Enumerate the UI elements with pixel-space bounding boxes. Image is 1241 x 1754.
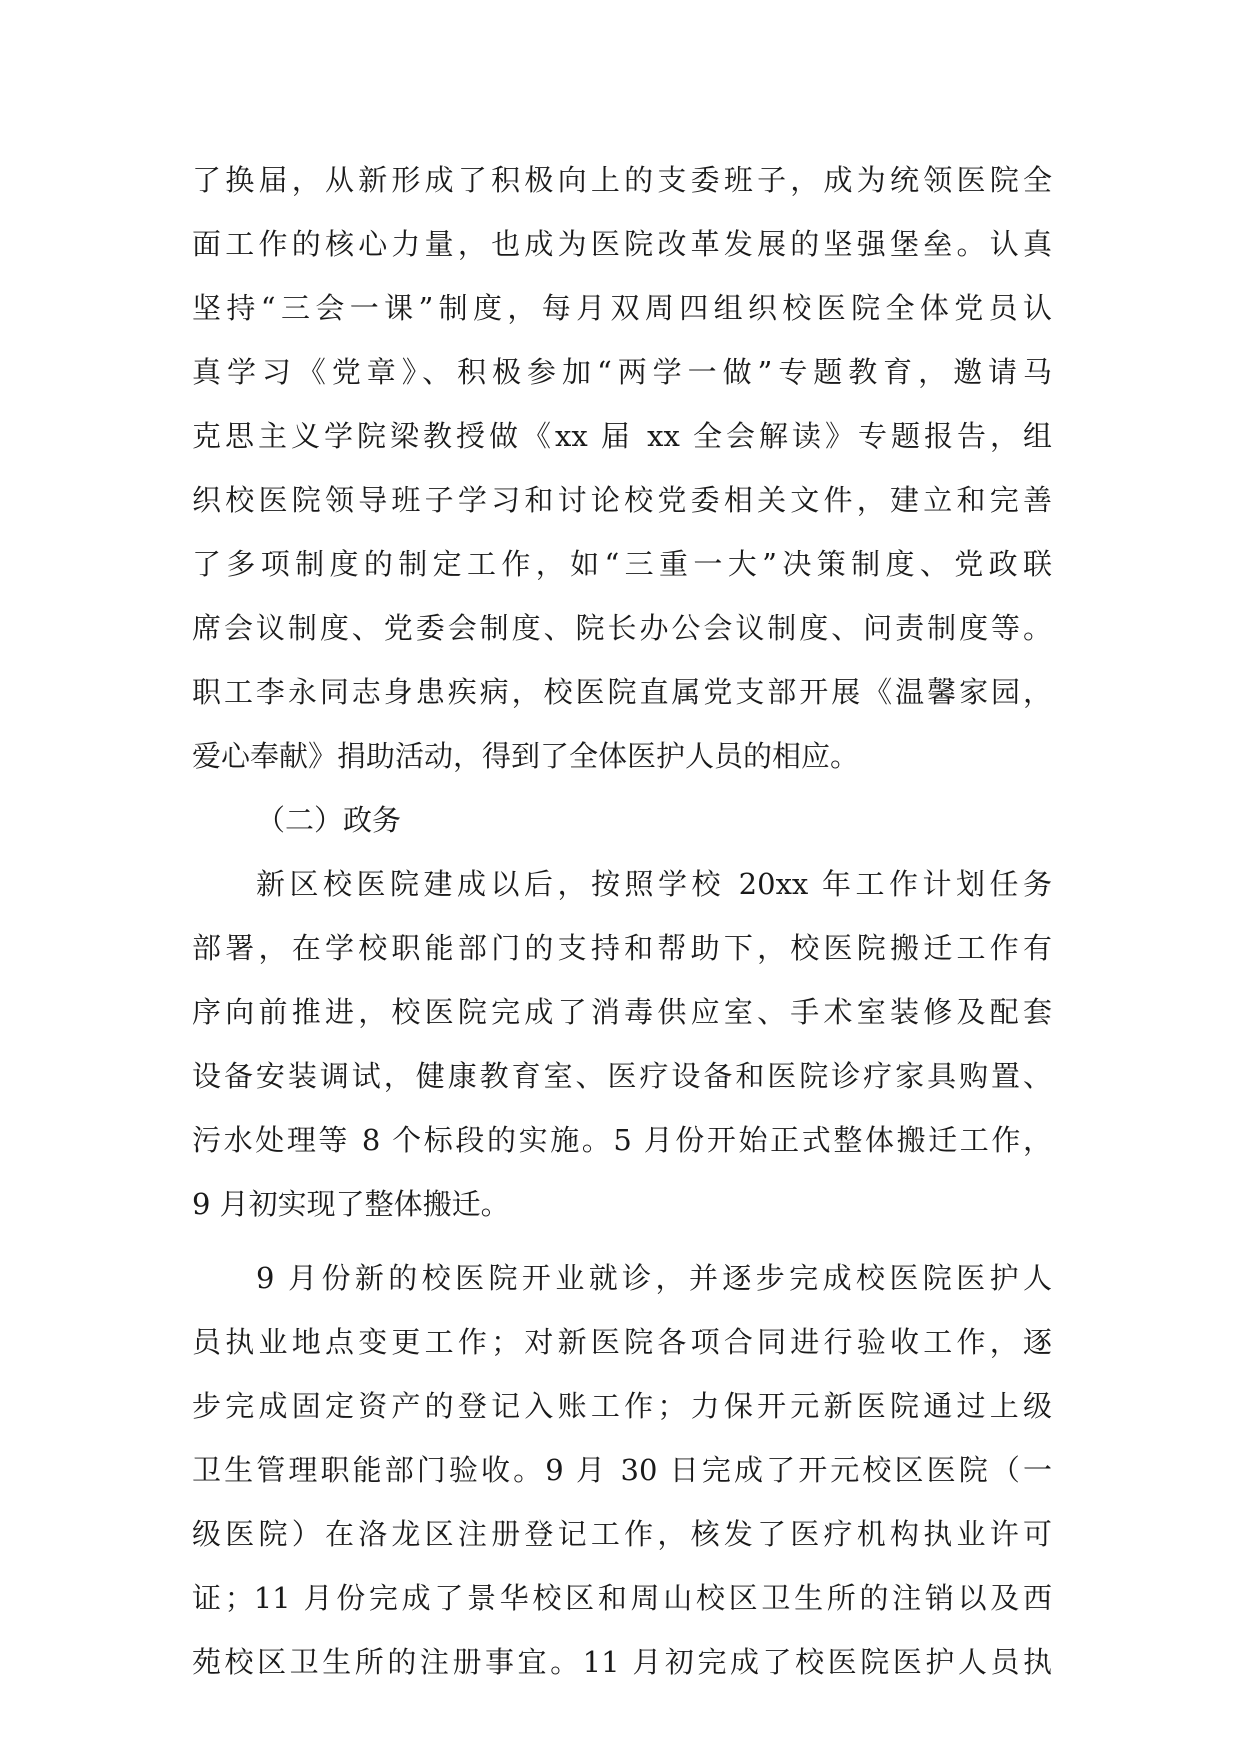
text-line: 真学习《党章》、积极参加“两学一做”专题教育，邀请马 xyxy=(192,355,1052,389)
text-line: 污水处理等 8 个标段的实施。5 月份开始正式整体搬迁工作， xyxy=(192,1123,1052,1157)
text-line: 序向前推进，校医院完成了消毒供应室、手术室装修及配套 xyxy=(192,995,1052,1029)
text-line: 步完成固定资产的登记入账工作；力保开元新医院通过上级 xyxy=(192,1389,1052,1423)
text-line: 爱心奉献》捐助活动，得到了全体医护人员的相应。 xyxy=(192,739,860,773)
text-line: 证；11 月份完成了景华校区和周山校区卫生所的注销以及西 xyxy=(192,1581,1052,1615)
section-heading: （二）政务 xyxy=(256,803,402,837)
text-line: 9 月份新的校医院开业就诊，并逐步完成校医院医护人 xyxy=(256,1261,1052,1295)
text-line: 织校医院领导班子学习和讨论校党委相关文件，建立和完善 xyxy=(192,483,1052,517)
text-line: 了多项制度的制定工作，如“三重一大”决策制度、党政联 xyxy=(192,547,1052,581)
text-line: 卫生管理职能部门验收。9 月 30 日完成了开元校区医院（一 xyxy=(192,1453,1052,1487)
text-line: 9 月初实现了整体搬迁。 xyxy=(192,1187,510,1221)
text-line: 克思主义学院梁教授做《xx 届 xx 全会解读》专题报告，组 xyxy=(192,419,1052,453)
text-line: 坚持“三会一课”制度，每月双周四组织校医院全体党员认 xyxy=(192,291,1052,325)
text-line: 面工作的核心力量，也成为医院改革发展的坚强堡垒。认真 xyxy=(192,227,1052,261)
text-line: 职工李永同志身患疾病，校医院直属党支部开展《温馨家园， xyxy=(192,675,1052,709)
text-line: 员执业地点变更工作；对新医院各项合同进行验收工作，逐 xyxy=(192,1325,1052,1359)
text-line: 了换届，从新形成了积极向上的支委班子，成为统领医院全 xyxy=(192,163,1052,197)
text-line: 部署，在学校职能部门的支持和帮助下，校医院搬迁工作有 xyxy=(192,931,1052,965)
text-line: 席会议制度、党委会制度、院长办公会议制度、问责制度等。 xyxy=(192,611,1052,645)
text-line: 设备安装调试，健康教育室、医疗设备和医院诊疗家具购置、 xyxy=(192,1059,1052,1093)
text-line: 级医院）在洛龙区注册登记工作，核发了医疗机构执业许可 xyxy=(192,1517,1052,1551)
text-line: 新区校医院建成以后，按照学校 20xx 年工作计划任务 xyxy=(256,867,1052,901)
text-line: 苑校区卫生所的注册事宜。11 月初完成了校医院医护人员执 xyxy=(192,1645,1052,1679)
